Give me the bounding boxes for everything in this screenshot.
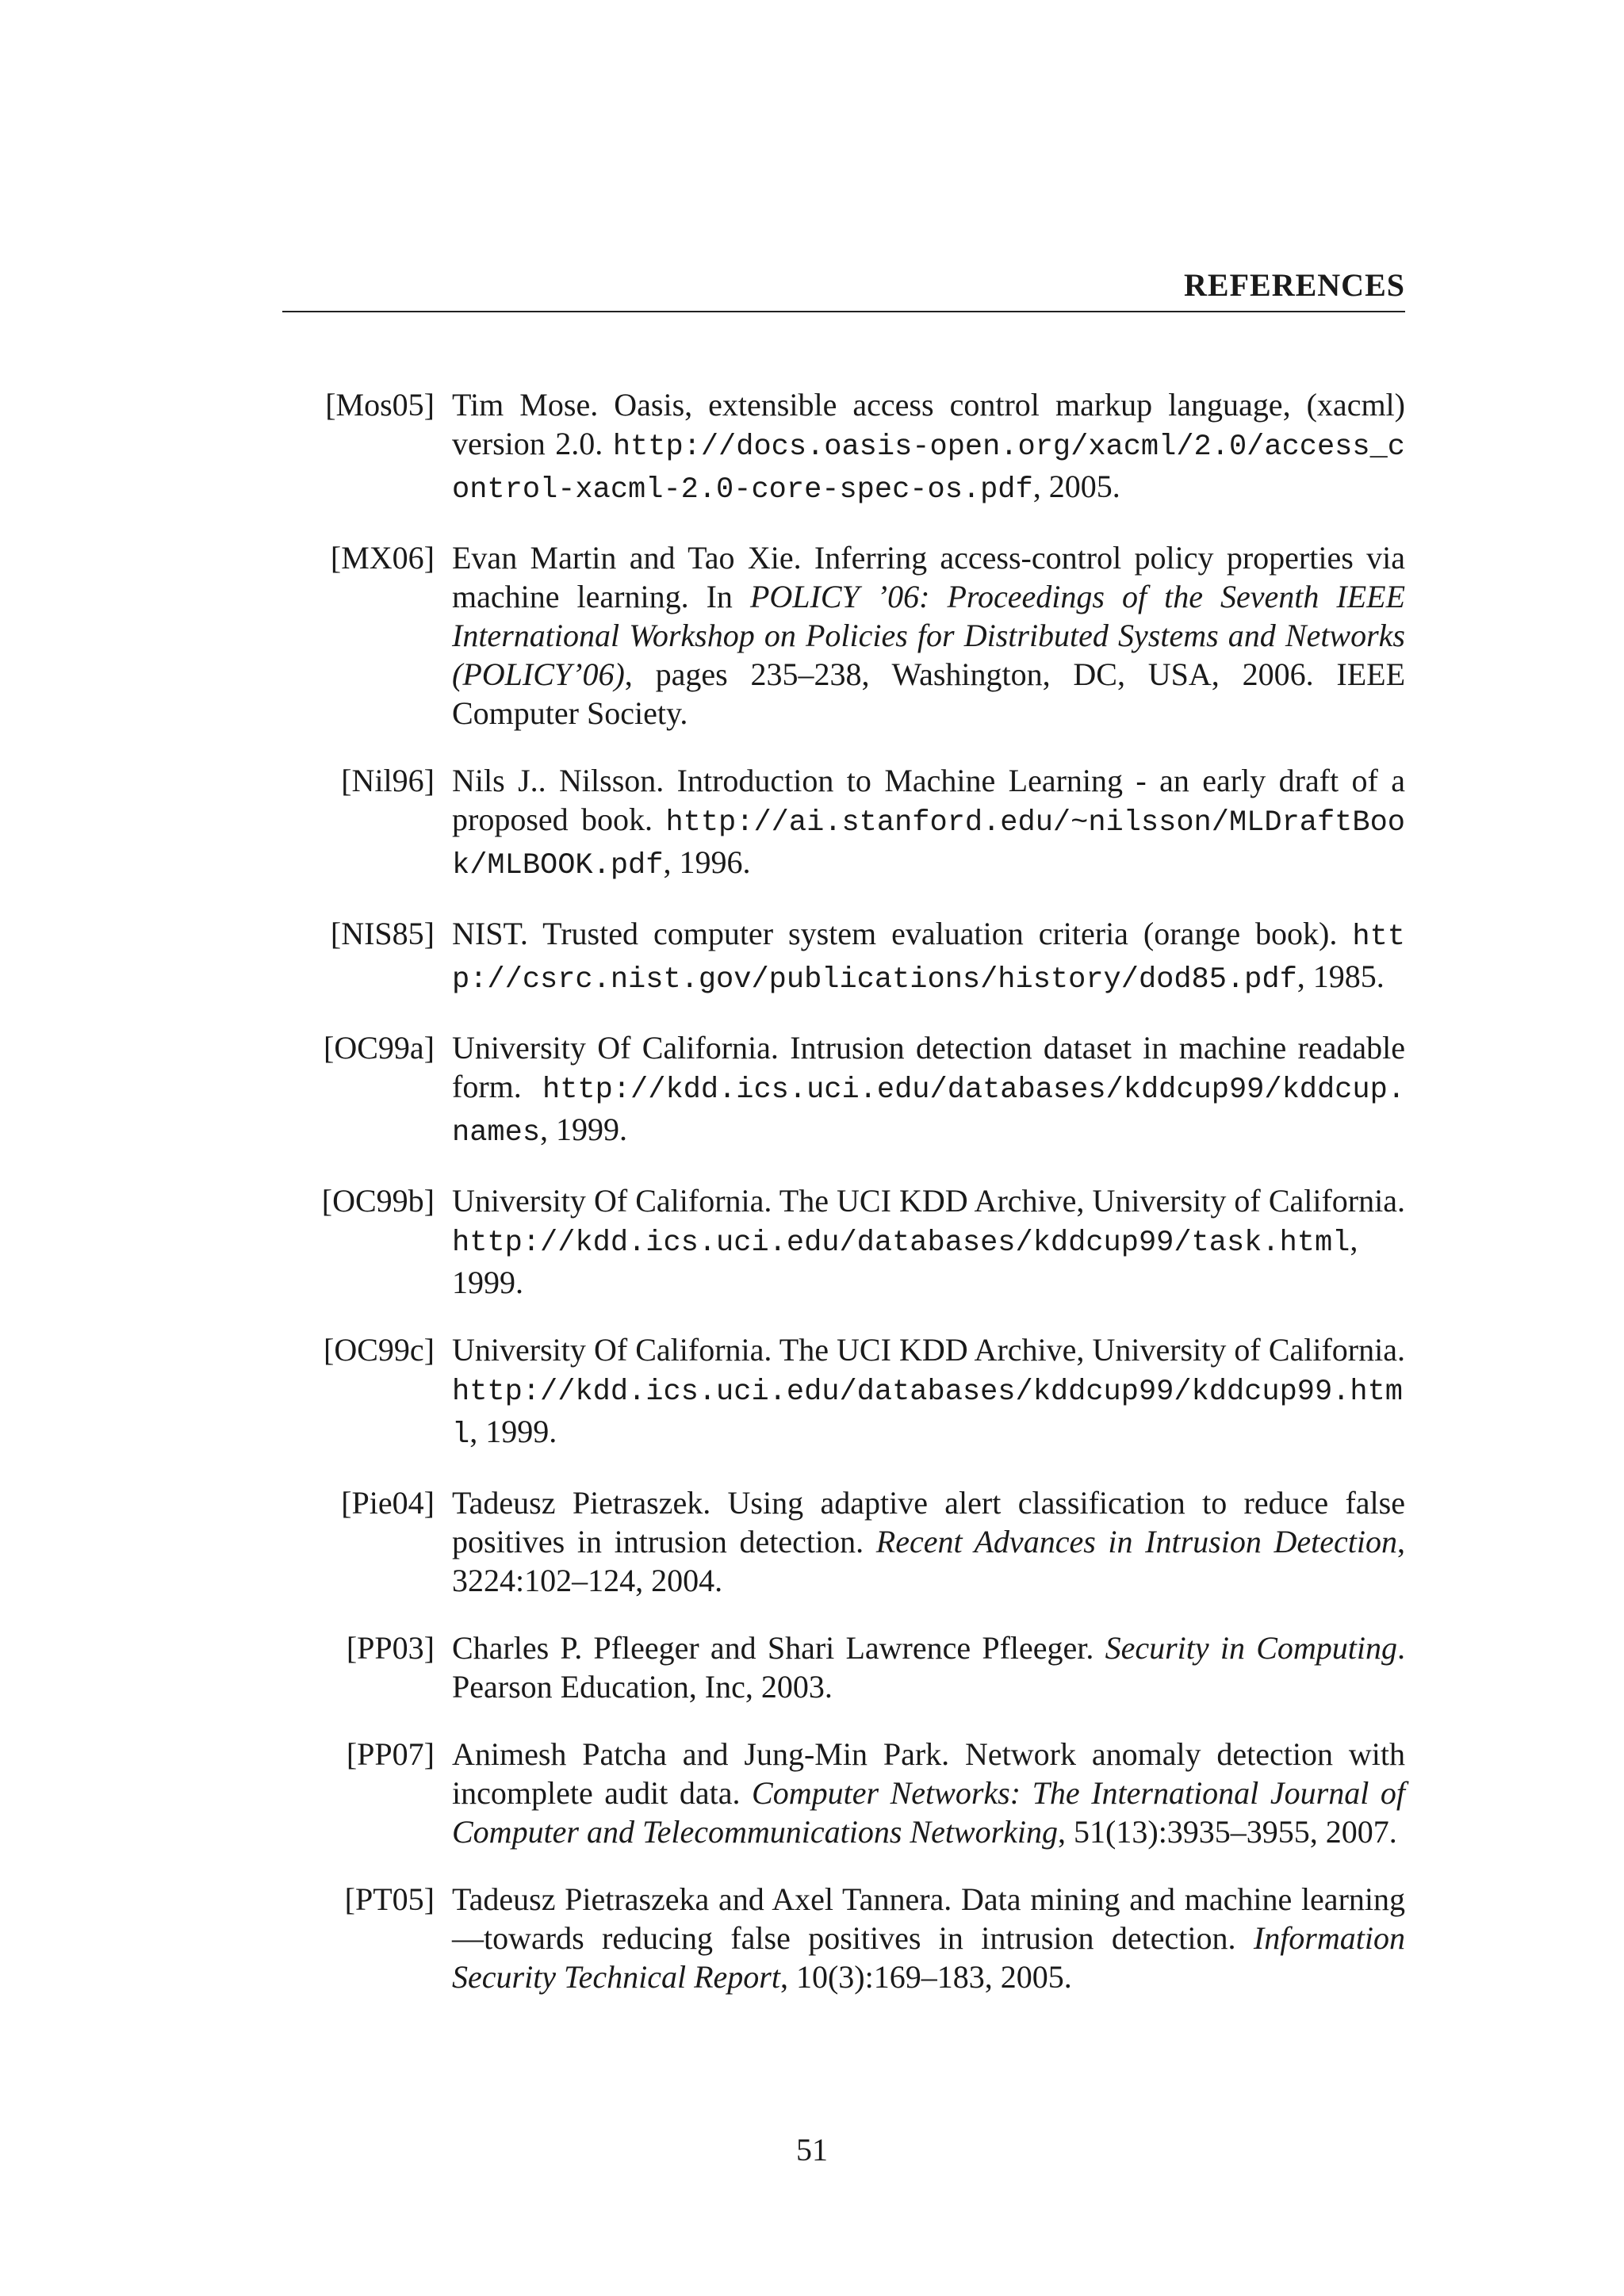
reference-text (452, 1483, 1405, 1600)
reference-text (452, 914, 1405, 1000)
reference-key: [NIS85] (330, 916, 435, 951)
reference-url: http://kdd.ics.uci.edu/databases/kddcup99/task.html (452, 1226, 1350, 1260)
reference-text (452, 1880, 1405, 1996)
reference-italic-title: Information Security Technical Report (452, 1920, 1405, 1995)
reference-text-segment: , 1999. (540, 1112, 628, 1147)
reference-entry (282, 1483, 1405, 1600)
reference-text-segment: , 3224:102–124, 2004. (452, 1524, 1405, 1598)
reference-text-segment: Tadeusz Pietraszek. Using adaptive alert classification to reduce false positives in intrusion detection. (452, 1485, 1405, 1559)
reference-text-segment: Evan Martin and Tao Xie. Inferring access-control policy properties via machine learning. In (452, 540, 1405, 614)
reference-text-segment: , 2005. (1032, 469, 1120, 504)
reference-key: [Nil96] (341, 763, 435, 798)
reference-text-segment: , 10(3):169–183, 2005. (779, 1959, 1072, 1995)
reference-text (452, 1628, 1405, 1706)
reference-entry (282, 1880, 1405, 1996)
reference-text-segment: Animesh Patcha and Jung-Min Park. Network anomaly detection with incomplete audit data. (452, 1736, 1405, 1811)
reference-text (452, 1735, 1405, 1851)
reference-italic-title: Computer Networks: The International Journal of Computer and Telecommunications Networking (452, 1775, 1405, 1850)
reference-text-segment: , 1985. (1297, 959, 1385, 994)
reference-key: [OC99c] (324, 1332, 435, 1368)
reference-text-segment: University Of California. Intrusion detection dataset in machine readable form. (452, 1030, 1405, 1104)
reference-entry (282, 1735, 1405, 1851)
reference-entry (282, 385, 1405, 510)
reference-text-segment: Tim Mose. Oasis, extensible access control markup language, (xacml) version 2.0. (452, 387, 1405, 461)
reference-text-segment: , pages 235–238, Washington, DC, USA, 2006. IEEE Computer Society. (452, 656, 1405, 731)
reference-url: http://csrc.nist.gov/publications/history/dod85.pdf (452, 920, 1405, 997)
reference-text (452, 761, 1405, 886)
reference-entry (282, 1028, 1405, 1153)
reference-key: [OC99b] (321, 1183, 435, 1219)
running-header-title: REFERENCES (1184, 267, 1405, 303)
reference-text (452, 385, 1405, 510)
reference-text-segment: , 1999. (452, 1222, 1358, 1300)
reference-text-segment: , 51(13):3935–3955, 2007. (1058, 1814, 1397, 1850)
reference-url: http://kdd.ics.uci.edu/databases/kddcup99/kddcup99.html (452, 1376, 1403, 1452)
reference-italic-title: Recent Advances in Intrusion Detection (875, 1524, 1397, 1559)
page-header (282, 265, 1405, 312)
reference-key: [PP07] (346, 1736, 435, 1772)
reference-italic-title: POLICY ’06: Proceedings of the Seventh IEEE International Workshop on Policies for Distributed Systems and Networks (POLICY’06) (452, 579, 1405, 692)
reference-text (452, 538, 1405, 733)
reference-key: [MX06] (330, 540, 435, 576)
reference-entry (282, 1181, 1405, 1302)
reference-text-segment: NIST. Trusted computer system evaluation criteria (orange book). (452, 916, 1353, 951)
reference-url: http://ai.stanford.edu/~nilsson/MLDraftBook/MLBOOK.pdf (452, 806, 1405, 882)
reference-text (452, 1330, 1405, 1455)
reference-entry (282, 1628, 1405, 1706)
reference-text-segment: , 1999. (469, 1414, 557, 1449)
reference-italic-title: Security in Computing (1105, 1630, 1397, 1666)
reference-text-segment: . Pearson Education, Inc, 2003. (452, 1630, 1405, 1705)
reference-text (452, 1028, 1405, 1153)
reference-text-segment: University Of California. The UCI KDD Archive, University of California. (452, 1332, 1405, 1368)
reference-text-segment: Charles P. Pfleeger and Shari Lawrence Pfleeger. (452, 1630, 1105, 1666)
reference-text-segment: University Of California. The UCI KDD Archive, University of California. (452, 1183, 1405, 1219)
reference-text-segment: Nils J.. Nilsson. Introduction to Machine Learning - an early draft of a proposed book. (452, 763, 1405, 837)
reference-key: [Mos05] (325, 387, 435, 423)
reference-key: [PP03] (346, 1630, 435, 1666)
reference-entry (282, 761, 1405, 886)
reference-list (282, 385, 1405, 1996)
reference-key: [OC99a] (324, 1030, 435, 1066)
reference-url: http://kdd.ics.uci.edu/databases/kddcup99/kddcup.names (452, 1073, 1405, 1150)
reference-text (452, 1181, 1405, 1302)
reference-key: [PT05] (344, 1881, 435, 1917)
reference-text-segment: , 1996. (663, 844, 751, 880)
reference-entry (282, 538, 1405, 733)
reference-key: [Pie04] (341, 1485, 435, 1521)
reference-entry (282, 914, 1405, 1000)
reference-text-segment: Tadeusz Pietraszeka and Axel Tannera. Data mining and machine learning—towards reducing false positives in intrusion detection. (452, 1881, 1405, 1956)
page-number: 51 (796, 2132, 828, 2168)
reference-url: http://docs.oasis-open.org/xacml/2.0/access_control-xacml-2.0-core-spec-os.pdf (452, 430, 1405, 507)
reference-entry (282, 1330, 1405, 1455)
